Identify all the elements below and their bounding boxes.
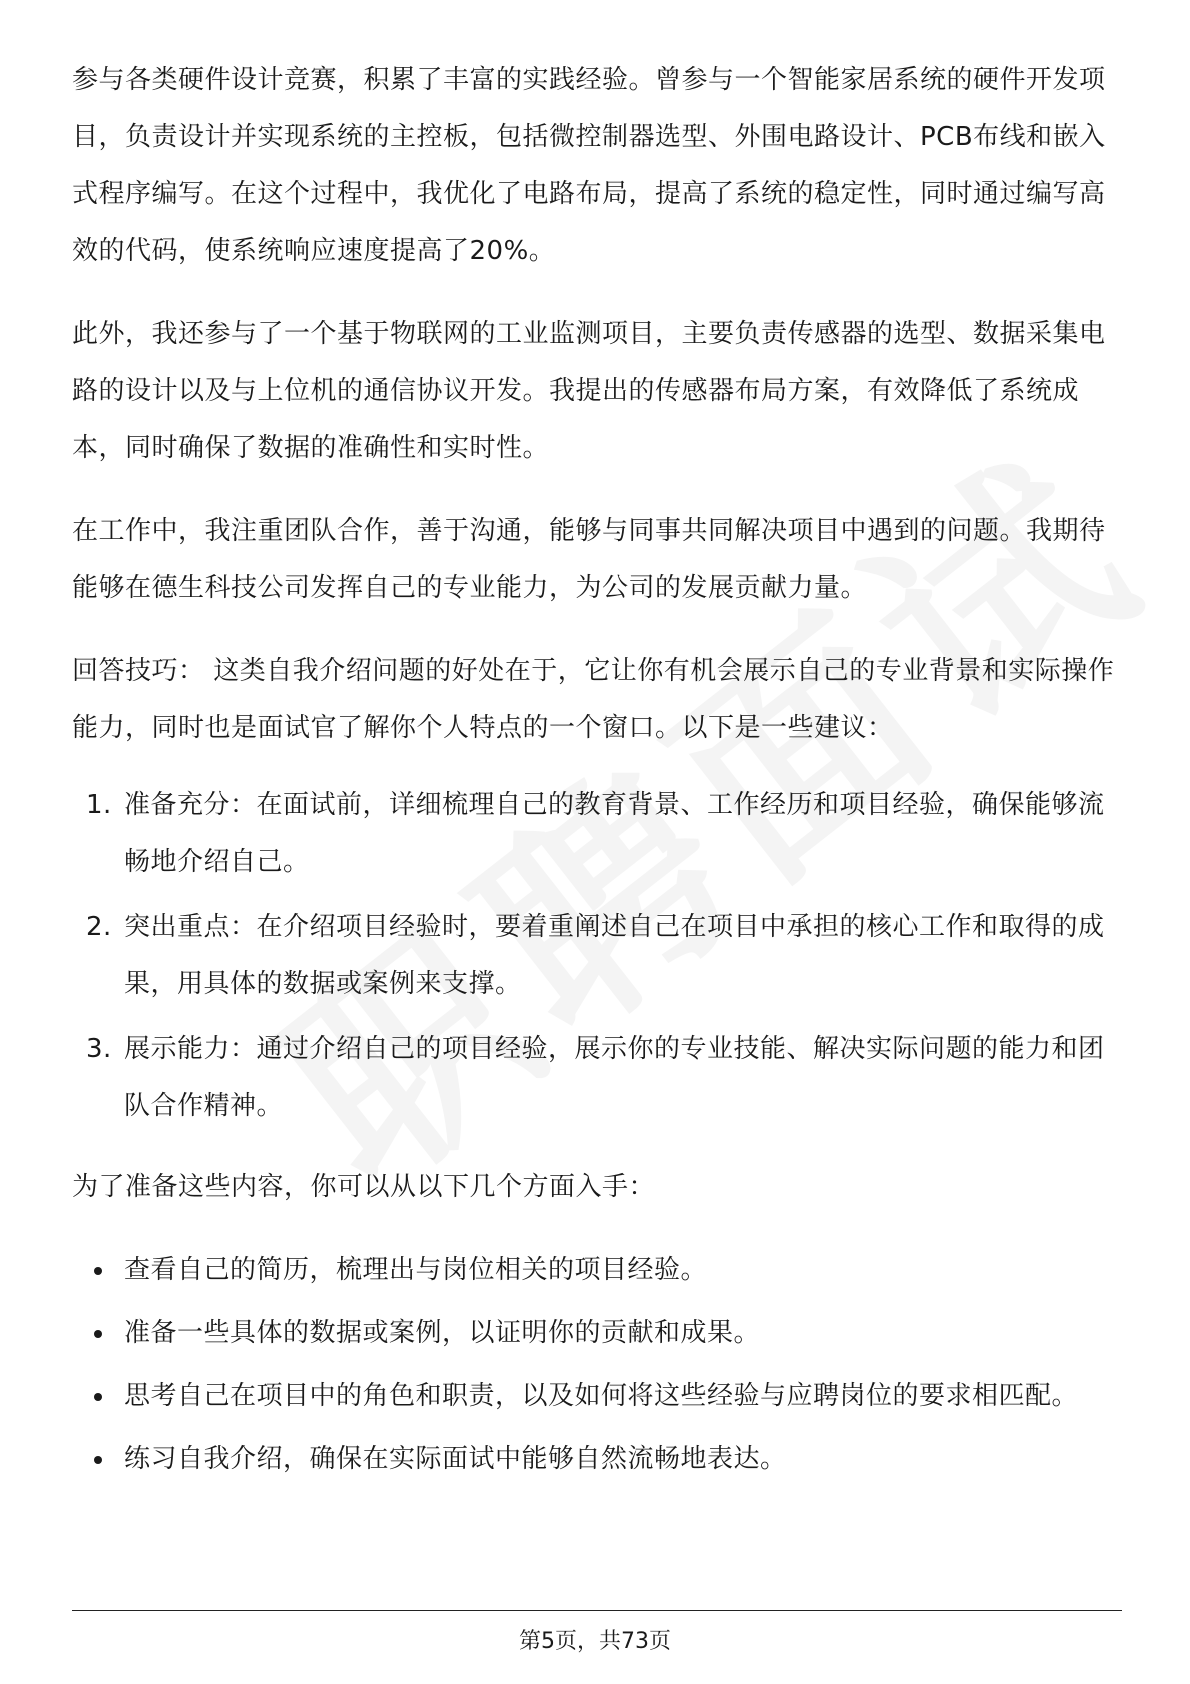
- footer-divider: [72, 1610, 1122, 1611]
- bullet-item-text: 查看自己的简历，梳理出与岗位相关的项目经验。: [124, 1255, 708, 1285]
- list-item-text: 展示能力：通过介绍自己的项目经验，展示你的专业技能、解决实际问题的能力和团队合作精神。: [124, 1034, 1105, 1121]
- page-number: 第5页，共73页: [519, 1629, 671, 1654]
- bullet-item-text: 思考自己在项目中的角色和职责，以及如何将这些经验与应聘岗位的要求相匹配。: [124, 1381, 1079, 1411]
- bullet-item: [72, 1305, 1122, 1362]
- suggestion-list: [72, 777, 1122, 1135]
- bullet-item: [72, 1242, 1122, 1299]
- paragraph-iot-project: 此外，我还参与了一个基于物联网的工业监测项目，主要负责传感器的选型、数据采集电路的设计以及与上位机的通信协议开发。我提出的传感器布局方案，有效降低了系统成本，同时确保了数据的准确性和实时性。: [72, 319, 1106, 463]
- list-item: [72, 777, 1122, 891]
- paragraph-preparation-intro: 为了准备这些内容，你可以从以下几个方面入手：: [72, 1172, 656, 1202]
- document-body: [72, 52, 1122, 1494]
- bullet-icon: [94, 1330, 102, 1338]
- list-item: [72, 899, 1122, 1013]
- bullet-icon: [94, 1456, 102, 1464]
- list-item-text: 突出重点：在介绍项目经验时，要着重阐述自己在项目中承担的核心工作和取得的成果，用具体的数据或案例来支撑。: [124, 912, 1105, 999]
- paragraph-answer-tips: 回答技巧： 这类自我介绍问题的好处在于，它让你有机会展示自己的专业背景和实际操作能力，同时也是面试官了解你个人特点的一个窗口。以下是一些建议：: [72, 656, 1115, 743]
- list-number: 3.: [86, 1034, 112, 1064]
- list-number: 2.: [86, 912, 112, 942]
- paragraph-experience: 参与各类硬件设计竞赛，积累了丰富的实践经验。曾参与一个智能家居系统的硬件开发项目，负责设计并实现系统的主控板，包括微控制器选型、外围电路设计、PCB布线和嵌入式程序编写。在这个过程中，我优化了电路布局，提高了系统的稳定性，同时通过编写高效的代码，使系统响应速度提高了20%。: [72, 65, 1106, 266]
- bullet-item: [72, 1368, 1122, 1425]
- bullet-item: [72, 1431, 1122, 1488]
- bullet-icon: [94, 1267, 102, 1275]
- list-item-text: 准备充分：在面试前，详细梳理自己的教育背景、工作经历和项目经验，确保能够流畅地介绍自己。: [124, 790, 1105, 877]
- bullet-item-text: 准备一些具体的数据或案例，以证明你的贡献和成果。: [124, 1318, 761, 1348]
- list-item: [72, 1021, 1122, 1135]
- list-number: 1.: [86, 790, 112, 820]
- paragraph-teamwork: 在工作中，我注重团队合作，善于沟通，能够与同事共同解决项目中遇到的问题。我期待能够在德生科技公司发挥自己的专业能力，为公司的发展贡献力量。: [72, 516, 1106, 603]
- preparation-bullet-list: [72, 1242, 1122, 1488]
- bullet-icon: [94, 1393, 102, 1401]
- bullet-item-text: 练习自我介绍，确保在实际面试中能够自然流畅地表达。: [124, 1444, 787, 1474]
